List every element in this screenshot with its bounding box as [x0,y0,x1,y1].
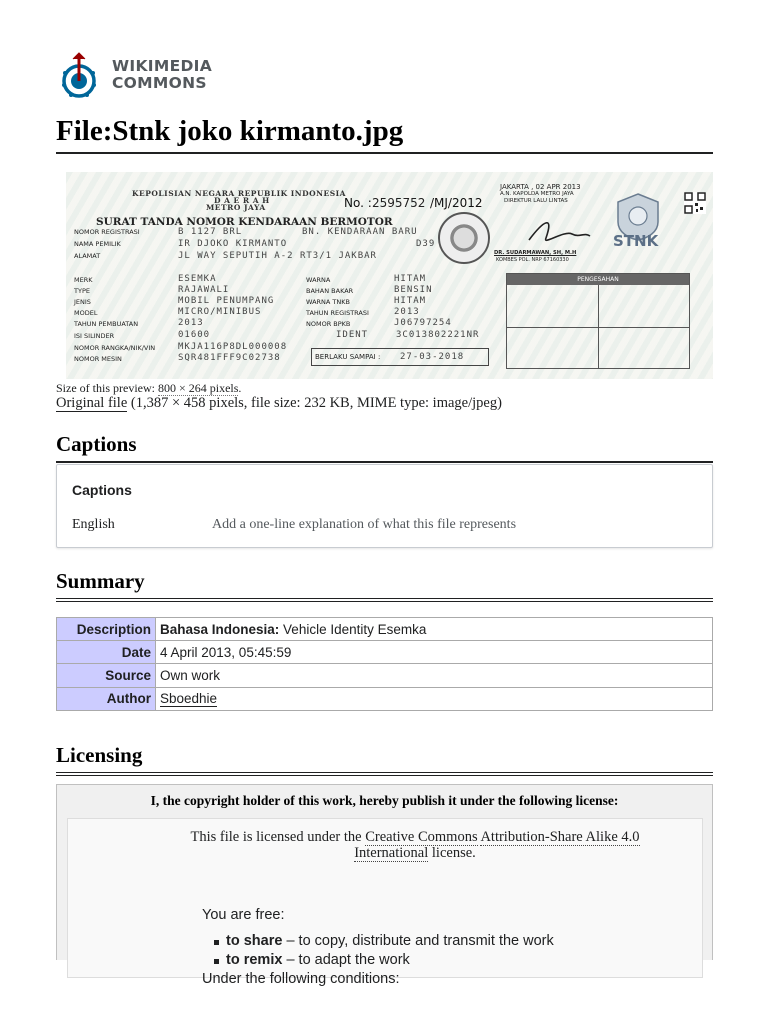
logo-line-2: COMMONS [112,74,207,92]
image-jenis-label: JENIS [74,298,91,306]
image-stnk-logo-text: STNK [613,232,659,250]
preview-size-link[interactable]: 800 × 264 pixels [157,381,239,395]
license-statement-inner [180,829,650,861]
table-row [57,664,713,687]
free-intro: You are free: [202,907,285,923]
image-bbm-value: BENSIN [394,285,433,295]
cc-by-sa-link[interactable]: Attribution-Share Alike 4.0 International [354,829,640,861]
image-mesin-value: SQR481FFF9C02738 [178,353,281,363]
image-signer-2: DIREKTUR LALU LINTAS [504,198,568,204]
image-bbm-label: BAHAN BAKAR [306,287,354,295]
image-jenis-value: MOBIL PENUMPANG [178,296,275,306]
image-police-header-2: D A E R A H [214,196,270,205]
licensing-heading: Licensing [56,742,713,776]
preview-size-prefix: Size of this preview: [56,381,158,395]
image-tahun-reg-label: TAHUN REGISTRASI [306,309,369,317]
summary-value-description [156,618,713,641]
image-warna-tnkb-label: WARNA TNKB [306,298,350,306]
free-term-share: to share [226,933,283,949]
image-silinder-label: ISI SILINDER [74,332,115,340]
free-list [202,933,554,971]
image-police-seal-icon [438,212,490,264]
file-preview-image[interactable] [66,172,713,379]
image-doc-title: SURAT TANDA NOMOR KENDARAAN BERMOTOR [96,216,393,228]
wikimedia-commons-logo-icon [60,51,98,99]
caption-input[interactable]: Add a one-line explanation of what this file represents [212,517,517,532]
list-item [202,952,554,971]
image-owner-extra: D39 [416,239,436,249]
image-signer-name: DR. SUDARMAWAN, SH, M.H [494,250,577,256]
image-ident-label: IDENT [336,330,369,340]
conditions-intro: Under the following conditions: [202,971,400,987]
summary-value-date: 4 April 2013, 05:45:59 [156,641,713,664]
image-place-date: JAKARTA , 02 APR 2013 [500,183,581,191]
image-pengesahan-box [506,273,690,369]
table-row [57,618,713,641]
summary-table [56,617,713,711]
preview-size-suffix: . [238,381,242,395]
license-suffix: license. [428,845,476,861]
image-berlaku-label: BERLAKU SAMPAI : [315,353,381,361]
image-merk-label: MERK [74,276,93,284]
author-link[interactable]: Sboedhie [160,691,218,707]
caption-language: English [72,517,115,532]
image-reg-value: B 1127 BRL [178,227,243,237]
image-reg-extra: BN. KENDARAAN BARU [302,227,418,237]
description-text: Vehicle Identity Esemka [279,621,427,637]
license-prefix: This file is licensed under the [190,829,366,845]
image-model-value: MICRO/MINIBUS [178,307,262,317]
summary-key-description: Description [57,618,156,641]
image-signature-icon [524,210,594,250]
image-police-header-3: METRO JAYA [206,203,266,212]
image-number-value: 2595752 [372,196,426,210]
list-item [202,933,554,952]
license-inner-box [67,818,703,987]
image-tahun-value: 2013 [178,318,204,328]
captions-heading: Captions [56,431,713,463]
image-warna-label: WARNA [306,276,331,284]
original-file-link[interactable]: Original file [56,395,128,411]
summary-key-author: Author [57,687,156,710]
image-address-label: ALAMAT [74,252,101,260]
summary-value-source: Own work [156,664,713,687]
captions-box-title: Captions [72,482,132,498]
image-bpkb-label: NOMOR BPKB [306,320,351,328]
free-desc-remix: – to adapt the work [282,952,410,968]
license-statement [68,829,702,861]
image-type-label: TYPE [74,287,90,295]
original-file-line [56,395,502,412]
page-title: File:Stnk joko kirmanto.jpg [56,114,713,154]
image-berlaku-value: 27-03-2018 [400,352,465,362]
image-number-suffix: /MJ/2012 [430,196,483,210]
image-bpkb-value: J06797254 [394,318,452,328]
logo-line-1: WIKIMEDIA [112,57,212,75]
image-mesin-label: NOMOR MESIN [74,355,122,363]
preview-size-line [56,381,241,396]
image-tahun-reg-value: 2013 [394,307,420,317]
image-pengesahan-divider-h [507,327,689,328]
image-owner-value: IR DJOKO KIRMANTO [178,239,288,249]
creative-commons-link[interactable]: Creative Commons [365,829,478,845]
summary-value-author [156,687,713,710]
image-rangka-value: MKJA116P8DL000008 [178,342,288,352]
summary-key-source: Source [57,664,156,687]
license-box [56,784,713,987]
table-row [57,641,713,664]
image-number-label: No. : [344,196,372,210]
image-police-header-1: KEPOLISIAN NEGARA REPUBLIK INDONESIA [132,189,346,198]
image-warna-tnkb-value: HITAM [394,296,427,306]
image-merk-value: ESEMKA [178,274,217,284]
image-pengesahan-label: PENGESAHAN [507,274,689,285]
image-ident-value: 3C013802221NR [396,330,480,340]
image-tahun-label: TAHUN PEMBUATAN [74,320,139,328]
image-signer-rank: KOMBES POL. NRP 67160330 [496,257,569,263]
image-warna-value: HITAM [394,274,427,284]
image-signer-1: A.N. KAPOLDA METRO JAYA [500,191,574,197]
logo-wordmark [112,58,212,92]
image-type-value: RAJAWALI [178,285,230,295]
summary-key-date: Date [57,641,156,664]
description-language: Bahasa Indonesia: [160,621,280,637]
image-owner-label: NAMA PEMILIK [74,240,121,248]
captions-box [56,464,713,548]
image-model-label: MODEL [74,309,98,317]
image-rangka-label: NOMOR RANGKA/NIK/VIN [74,344,156,352]
summary-heading: Summary [56,568,713,602]
original-file-details: (1,387 × 458 pixels, file size: 232 KB, MIME type: image/jpeg) [127,395,502,411]
image-reg-label: NOMOR REGISTRASI [74,228,140,236]
image-address-value: JL WAY SEPUTIH A-2 RT3/1 JAKBAR [178,251,377,261]
license-header-text: I, the copyright holder of this work, hereby publish it under the following license: [150,793,619,808]
image-qr-code-icon [684,192,706,214]
image-silinder-value: 01600 [178,330,211,340]
site-logo[interactable] [60,51,230,99]
free-desc-share: – to copy, distribute and transmit the work [282,933,554,949]
free-term-remix: to remix [226,952,283,968]
table-row [57,687,713,710]
